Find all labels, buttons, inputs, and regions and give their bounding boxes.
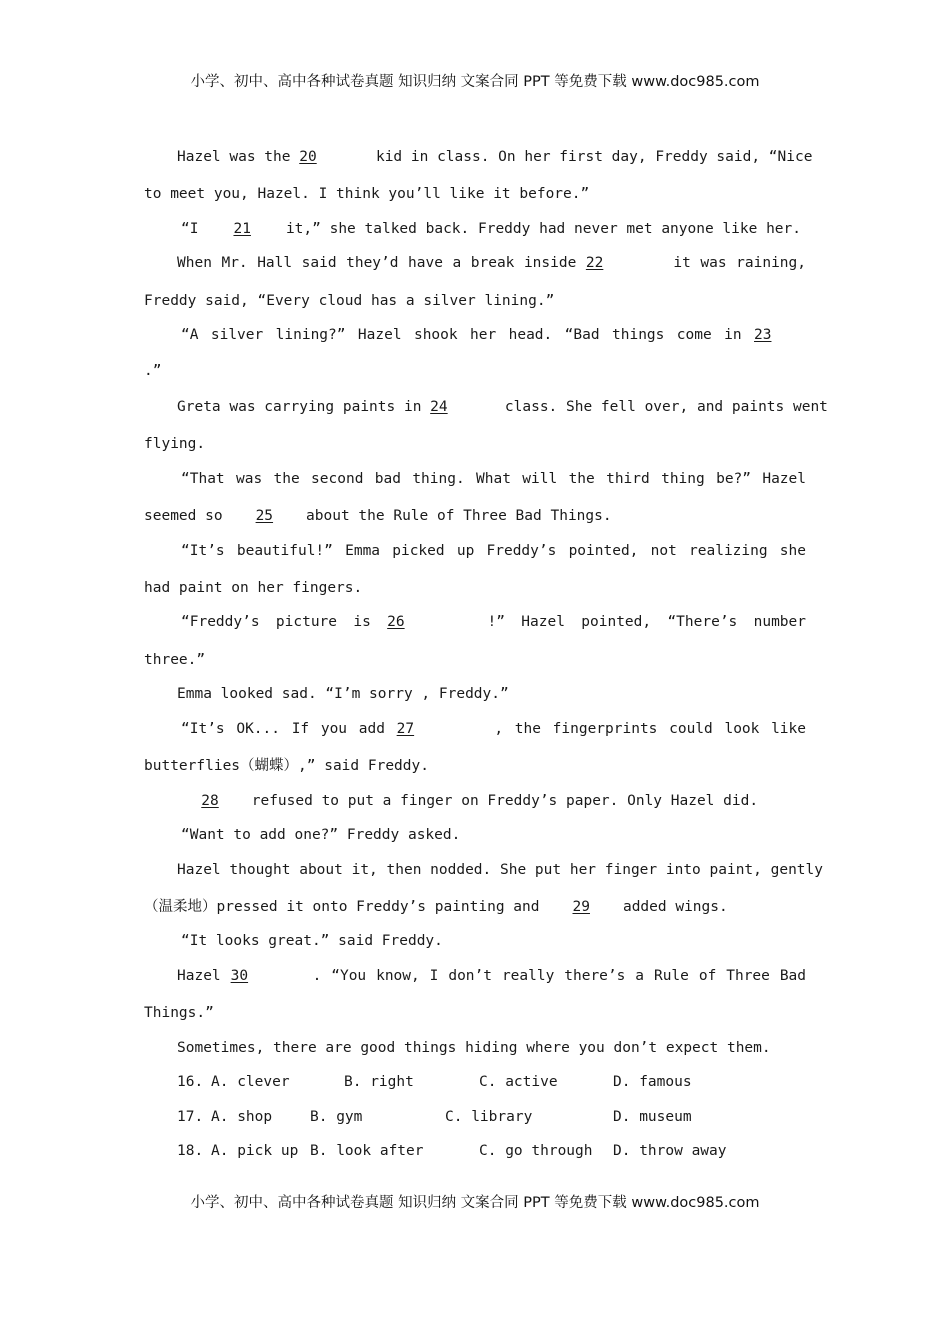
passage-line: [177, 147, 813, 167]
text: three.”: [144, 652, 206, 668]
text: “It looks great.” said Freddy.: [181, 933, 443, 949]
passage-line: [177, 1038, 806, 1058]
text: Hazel thought about it, then nodded. She put her finger into paint, gently: [177, 862, 824, 878]
text: kid in class. On her first day, Freddy said, “Nice: [375, 149, 813, 165]
passage-line: [144, 184, 806, 204]
text: . “You know, I don’t really there’s a Rule of Three Bad: [312, 968, 807, 984]
option-c[interactable]: C. active: [479, 1074, 558, 1090]
option-d[interactable]: D. famous: [613, 1074, 692, 1090]
text: （温柔地）pressed it onto Freddy’s painting and: [144, 899, 540, 915]
text: “It’s beautiful!” Emma picked up Freddy’s pointed, not realizing she: [181, 543, 806, 559]
page-header: 小学、初中、高中各种试卷真题 知识归纳 文案合同 PPT 等免费下载 www.doc985.com: [190, 74, 760, 90]
text: it was raining,: [673, 255, 806, 271]
text: “Want to add one?” Freddy asked.: [181, 827, 461, 843]
text: to meet you, Hazel. I think you’ll like it before.”: [144, 186, 590, 202]
blank-21[interactable]: 21: [233, 221, 251, 237]
option-d[interactable]: D. throw away: [613, 1143, 727, 1159]
text: flying.: [144, 436, 206, 452]
passage-line: [177, 860, 824, 880]
blank-30[interactable]: 30: [230, 968, 249, 984]
passage-line: [144, 650, 806, 670]
question-16: [177, 1072, 806, 1092]
text: had paint on her fingers.: [144, 580, 363, 596]
passage-line: [181, 325, 806, 345]
page-footer: 小学、初中、高中各种试卷真题 知识归纳 文案合同 PPT 等免费下载 www.doc985.com: [190, 1195, 760, 1211]
text: !” Hazel pointed, “There’s number: [487, 614, 806, 630]
passage-line: [144, 434, 806, 454]
text: added wings.: [622, 899, 728, 915]
blank-29[interactable]: 29: [572, 899, 590, 915]
option-c[interactable]: C. go through: [479, 1143, 593, 1159]
text: class. She fell over, and paints went: [504, 399, 828, 415]
text: seemed so: [144, 508, 223, 524]
text: Things.”: [144, 1005, 214, 1021]
passage-line: [144, 361, 806, 381]
option-c[interactable]: C. library: [445, 1109, 533, 1125]
passage-line: [177, 253, 806, 273]
passage-line: [181, 931, 806, 951]
text: Hazel: [177, 968, 221, 984]
passage-line: [144, 291, 806, 311]
blank-22[interactable]: 22: [585, 255, 604, 271]
text: “I: [181, 221, 199, 237]
option-d[interactable]: D. museum: [613, 1109, 692, 1125]
text: , the fingerprints could look like: [494, 721, 806, 737]
text: When Mr. Hall said they’d have a break inside: [177, 255, 577, 271]
option-b[interactable]: B. look after: [310, 1143, 424, 1159]
blank-25[interactable]: 25: [255, 508, 274, 524]
passage-line: [181, 825, 806, 845]
passage-line: [177, 966, 806, 986]
passage-line: [144, 897, 806, 917]
option-b[interactable]: B. gym: [310, 1109, 363, 1125]
text: butterflies（蝴蝶）,” said Freddy.: [144, 758, 429, 774]
text: Freddy said, “Every cloud has a silver lining.”: [144, 293, 555, 309]
blank-24[interactable]: 24: [430, 399, 448, 415]
passage-line: [181, 541, 806, 561]
option-a[interactable]: A. shop: [211, 1109, 273, 1125]
option-b[interactable]: B. right: [344, 1074, 414, 1090]
passage-line: [181, 719, 806, 739]
blank-28[interactable]: 28: [201, 793, 219, 809]
text: Emma looked sad. “I’m sorry , Freddy.”: [177, 686, 509, 702]
question-number: 17.: [177, 1109, 204, 1125]
text: “That was the second bad thing. What will the third thing be?” Hazel: [181, 471, 806, 487]
blank-20[interactable]: 20: [299, 149, 317, 165]
question-number: 16.: [177, 1074, 204, 1090]
text: Hazel was the: [177, 149, 291, 165]
text: “A silver lining?” Hazel shook her head. “Bad things come in: [181, 327, 742, 343]
passage-line: [144, 1003, 806, 1023]
text: “Freddy’s picture is: [181, 614, 371, 630]
text: Greta was carrying paints in: [177, 399, 422, 415]
question-17: [177, 1107, 806, 1127]
question-18: [177, 1141, 806, 1161]
passage-line: [181, 219, 806, 239]
passage-line: [181, 469, 806, 489]
passage-line: [144, 578, 806, 598]
question-number: 18.: [177, 1143, 204, 1159]
blank-27[interactable]: 27: [396, 721, 415, 737]
option-a[interactable]: A. clever: [211, 1074, 290, 1090]
passage-line: [177, 791, 806, 811]
blank-23[interactable]: 23: [754, 327, 772, 343]
text: “It’s OK... If you add: [181, 721, 385, 737]
blank-26[interactable]: 26: [387, 614, 405, 630]
text: .”: [144, 363, 162, 379]
text: refused to put a finger on Freddy’s paper. Only Hazel did.: [251, 793, 759, 809]
option-a[interactable]: A. pick up: [211, 1143, 299, 1159]
passage-line: [177, 397, 828, 417]
passage-line: [181, 612, 806, 632]
passage-line: [144, 756, 806, 776]
text: Sometimes, there are good things hiding where you don’t expect them.: [177, 1040, 771, 1056]
text: about the Rule of Three Bad Things.: [306, 508, 612, 524]
text: it,” she talked back. Freddy had never met anyone like her.: [285, 221, 801, 237]
passage-line: [177, 684, 806, 704]
passage-line: [144, 506, 806, 526]
